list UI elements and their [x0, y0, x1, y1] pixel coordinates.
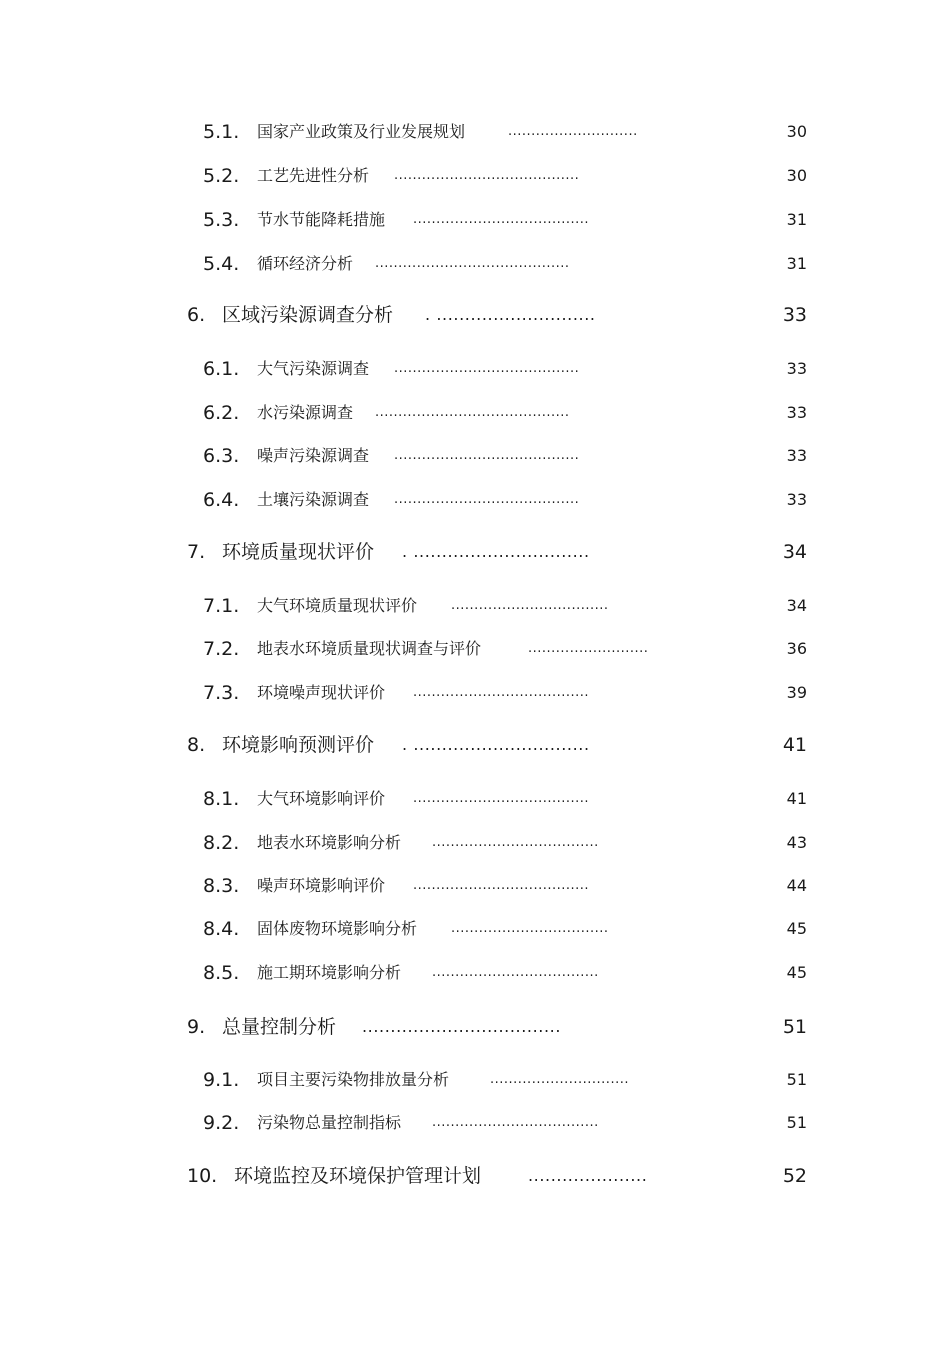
toc-entry-leader: ........................................	[394, 361, 580, 376]
toc-entry[interactable]	[0, 441, 950, 471]
toc-entry[interactable]	[0, 914, 950, 944]
toc-entry-page: 33	[782, 304, 807, 326]
toc-entry-number: 5.2.	[203, 165, 240, 187]
toc-entry-leader: ...................................	[362, 1017, 562, 1036]
toc-entry-page: 43	[786, 833, 807, 852]
toc-entry-leader: ..................................	[451, 598, 609, 613]
toc-entry-page: 33	[786, 359, 807, 378]
toc-entry-title: 总量控制分析	[222, 1016, 337, 1038]
toc-entry-leader: . ...............................	[402, 542, 590, 561]
toc-entry-number: 7.2.	[203, 638, 240, 660]
toc-entry[interactable]	[0, 485, 950, 515]
toc-entry-number: 5.1.	[203, 121, 240, 143]
toc-entry-title: 循环经济分析	[257, 254, 354, 273]
toc-entry-number: 9.2.	[203, 1112, 240, 1134]
toc-entry-number: 5.3.	[203, 209, 240, 231]
toc-entry[interactable]	[0, 1065, 950, 1095]
toc-entry-page: 39	[786, 683, 807, 702]
toc-entry-number: 8.	[187, 734, 206, 756]
toc-entry[interactable]	[0, 591, 950, 621]
toc-entry-number: 8.2.	[203, 832, 240, 854]
toc-entry-number: 6.4.	[203, 489, 240, 511]
toc-entry-title: 节水节能降耗措施	[257, 210, 386, 229]
toc-entry-number: 9.	[187, 1016, 206, 1038]
toc-entry-number: 8.3.	[203, 875, 240, 897]
toc-entry-leader: ..............................	[490, 1072, 629, 1087]
toc-entry-page: 31	[786, 210, 807, 229]
toc-entry-leader: ........................................	[394, 448, 580, 463]
toc-entry-number: 7.3.	[203, 682, 240, 704]
toc-entry-leader: ........................................	[394, 492, 580, 507]
toc-entry-leader: ..................................	[451, 921, 609, 936]
toc-entry[interactable]	[0, 958, 950, 988]
toc-entry-page: 41	[786, 789, 807, 808]
toc-entry-page: 33	[786, 490, 807, 509]
toc-entry-title: 工艺先进性分析	[257, 166, 370, 185]
toc-entry-number: 7.	[187, 541, 206, 563]
toc-entry[interactable]	[0, 634, 950, 664]
toc-entry-page: 52	[782, 1165, 807, 1187]
toc-entry-page: 45	[786, 919, 807, 938]
toc-entry[interactable]	[0, 249, 950, 279]
toc-entry-number: 8.1.	[203, 788, 240, 810]
toc-entry[interactable]	[0, 1161, 950, 1191]
toc-entry-leader: ..........................................	[375, 405, 570, 420]
toc-entry[interactable]	[0, 300, 950, 330]
toc-entry-title: 施工期环境影响分析	[257, 963, 402, 982]
toc-entry[interactable]	[0, 1108, 950, 1138]
toc-entry-page: 51	[782, 1016, 807, 1038]
toc-entry[interactable]	[0, 871, 950, 901]
toc-entry-page: 33	[786, 403, 807, 422]
toc-entry-title: 环境质量现状评价	[222, 541, 375, 563]
toc-entry-leader: ............................	[508, 124, 638, 139]
toc-entry-page: 51	[786, 1113, 807, 1132]
toc-entry-number: 6.1.	[203, 358, 240, 380]
toc-entry-number: 8.5.	[203, 962, 240, 984]
toc-entry-leader: . ...............................	[402, 735, 590, 754]
toc-entry-title: 固体废物环境影响分析	[257, 919, 418, 938]
toc-entry-page: 31	[786, 254, 807, 273]
toc-entry-title: 国家产业政策及行业发展规划	[257, 122, 466, 141]
toc-entry-title: 地表水环境影响分析	[257, 833, 402, 852]
toc-entry-number: 8.4.	[203, 918, 240, 940]
toc-entry-title: 环境噪声现状评价	[257, 683, 386, 702]
toc-entry-number: 9.1.	[203, 1069, 240, 1091]
toc-entry-page: 34	[786, 596, 807, 615]
toc-entry-page: 30	[786, 122, 807, 141]
toc-entry[interactable]	[0, 117, 950, 147]
toc-entry-title: 土壤污染源调查	[257, 490, 370, 509]
toc-entry-page: 30	[786, 166, 807, 185]
toc-entry-number: 6.2.	[203, 402, 240, 424]
toc-entry-title: 地表水环境质量现状调查与评价	[257, 639, 482, 658]
toc-entry-leader: ..........................	[528, 641, 649, 656]
toc-entry-title: 污染物总量控制指标	[257, 1113, 402, 1132]
toc-entry-leader: ......................................	[413, 685, 590, 700]
toc-entry-page: 36	[786, 639, 807, 658]
toc-entry-title: 项目主要污染物排放量分析	[257, 1070, 450, 1089]
toc-entry-number: 6.	[187, 304, 206, 326]
toc-entry-title: 噪声污染源调查	[257, 446, 370, 465]
toc-entry[interactable]	[0, 354, 950, 384]
toc-entry-title: 大气环境影响评价	[257, 789, 386, 808]
toc-entry[interactable]	[0, 730, 950, 760]
toc-entry-title: 区域污染源调查分析	[222, 304, 394, 326]
toc-entry-page: 44	[786, 876, 807, 895]
toc-entry-leader: ......................................	[413, 791, 590, 806]
toc-entry-leader: ....................................	[432, 1115, 599, 1130]
toc-entry-number: 7.1.	[203, 595, 240, 617]
toc-entry-number: 10.	[187, 1165, 218, 1187]
toc-entry[interactable]	[0, 205, 950, 235]
toc-entry-title: 大气环境质量现状评价	[257, 596, 418, 615]
toc-entry[interactable]	[0, 537, 950, 567]
toc-entry-page: 33	[786, 446, 807, 465]
toc-entry[interactable]	[0, 398, 950, 428]
toc-entry-page: 45	[786, 963, 807, 982]
toc-entry-title: 水污染源调查	[257, 403, 354, 422]
toc-entry-page: 34	[782, 541, 807, 563]
toc-entry[interactable]	[0, 161, 950, 191]
toc-entry[interactable]	[0, 1012, 950, 1042]
toc-entry-leader: ..........................................	[375, 256, 570, 271]
toc-entry-title: 环境影响预测评价	[222, 734, 375, 756]
toc-entry-number: 5.4.	[203, 253, 240, 275]
toc-entry-title: 噪声环境影响评价	[257, 876, 386, 895]
toc-entry-page: 41	[782, 734, 807, 756]
toc-entry[interactable]	[0, 784, 950, 814]
toc-entry-number: 6.3.	[203, 445, 240, 467]
toc-entry-leader: .....................	[528, 1166, 648, 1185]
toc-entry-title: 大气污染源调查	[257, 359, 370, 378]
toc-entry-leader: ....................................	[432, 965, 599, 980]
toc-entry[interactable]	[0, 678, 950, 708]
toc-entry-leader: ......................................	[413, 212, 590, 227]
toc-entry-leader: ......................................	[413, 878, 590, 893]
toc-entry-leader: ........................................	[394, 168, 580, 183]
toc-entry-leader: ....................................	[432, 835, 599, 850]
toc-entry-title: 环境监控及环境保护管理计划	[234, 1165, 482, 1187]
toc-entry-page: 51	[786, 1070, 807, 1089]
toc-entry-leader: . ............................	[425, 305, 596, 324]
toc-entry[interactable]	[0, 828, 950, 858]
